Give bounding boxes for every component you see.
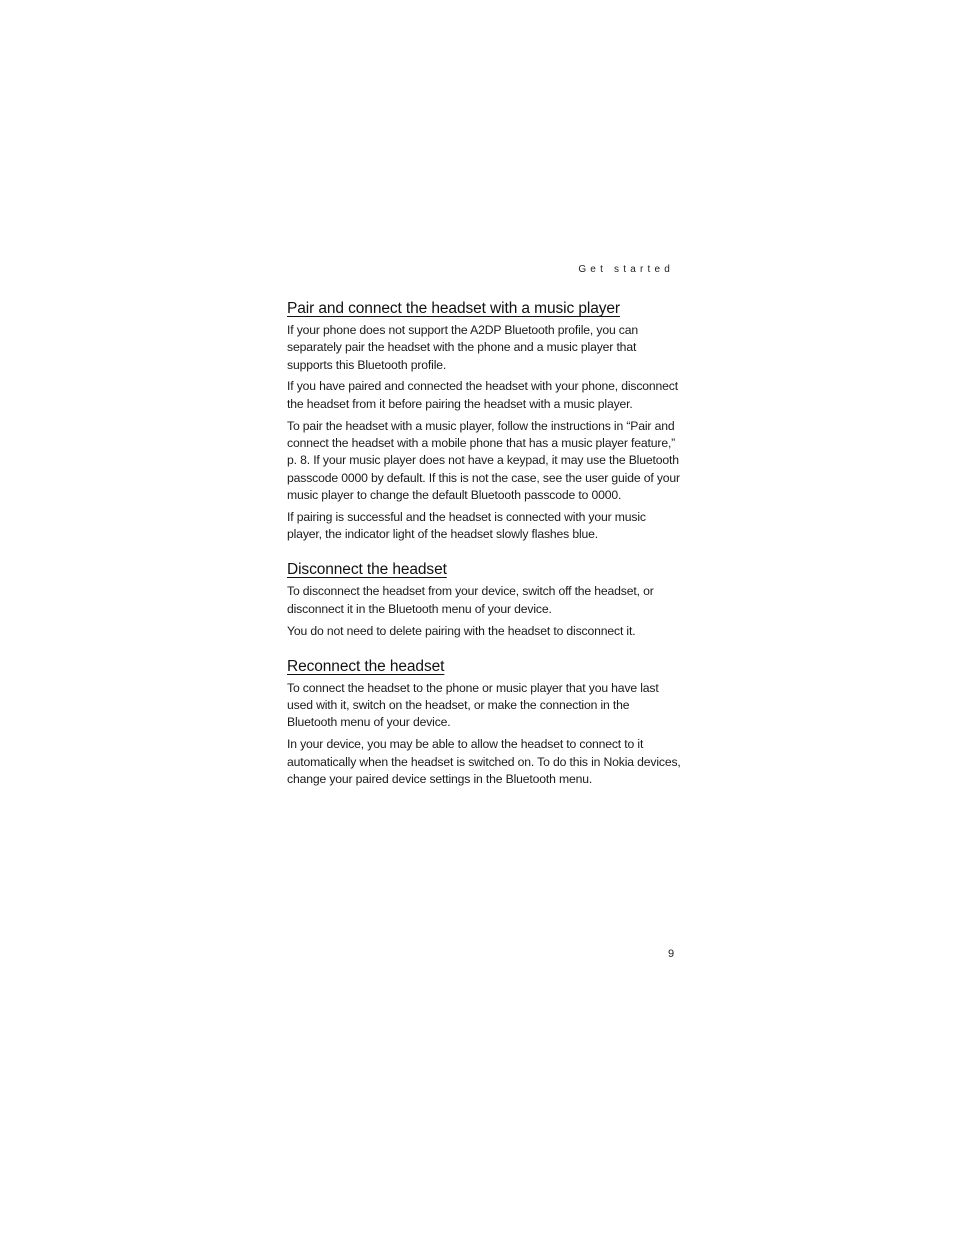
paragraph: To disconnect the headset from your device, switch off the headset, or disconnect it in the Bluetooth menu of your device.: [287, 584, 654, 616]
page-content: [287, 298, 682, 804]
paragraph: If your phone does not support the A2DP Bluetooth profile, you can separately pair the headset with the phone and a music player that supports this Bluetooth profile.: [287, 323, 639, 372]
section-pair-music-player: [287, 298, 682, 543]
running-header: Get started: [578, 264, 674, 275]
section-heading: Disconnect the headset: [287, 561, 447, 579]
paragraph: To pair the headset with a music player, follow the instructions in “Pair and connect the headset with a mobile phone that has a music player feature,” p. 8. If your music player does not have a keypad, it may use the Bluetooth passcode 0000 by default. If this is not the case, see the user guide of your music player to change the default Bluetooth passcode to 0000.: [287, 418, 680, 502]
paragraph: If pairing is successful and the headset is connected with your music player, the indicator light of the headset slowly flashes blue.: [287, 509, 646, 542]
section-heading: Pair and connect the headset with a music player: [287, 300, 620, 317]
paragraph: In your device, you may be able to allow the headset to connect to it automatically when the headset is switched on. To do this in Nokia devices, change your paired device settings in the Bluetooth menu.: [287, 737, 681, 786]
paragraph: You do not need to delete pairing with the headset to disconnect it.: [287, 623, 636, 638]
section-reconnect: [287, 656, 682, 788]
section-heading: Reconnect the headset: [287, 657, 445, 675]
section-disconnect: [287, 559, 682, 639]
page-number: 9: [668, 948, 675, 960]
paragraph: If you have paired and connected the headset with your phone, disconnect the headset from it before pairing the headset with a music player.: [287, 379, 678, 411]
paragraph: To connect the headset to the phone or music player that you have last used with it, switch on the headset, or make the connection in the Bluetooth menu of your device.: [287, 680, 659, 730]
